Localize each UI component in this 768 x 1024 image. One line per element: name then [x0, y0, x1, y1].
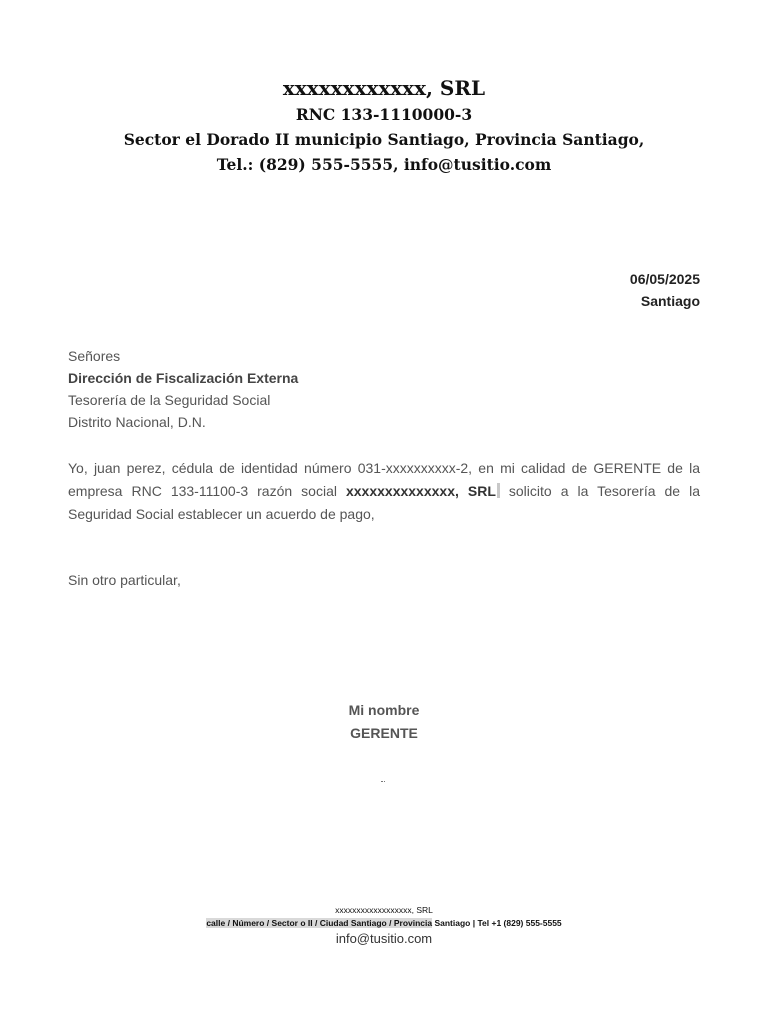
- letter-city: Santiago: [640, 293, 700, 309]
- footer-company: xxxxxxxxxxxxxxxxxx, SRL: [335, 905, 433, 915]
- recipient-salutation: Señores: [68, 348, 121, 364]
- footer-address-rest: Santiago | Tel +1 (829) 555-5555: [432, 918, 562, 928]
- body-text-part2: solicito a la Tesorería de la Seguridad Social establecer un acuerdo de pago,: [68, 483, 700, 522]
- date-block: [630, 268, 700, 312]
- letterhead: [0, 74, 768, 177]
- company-contact: Tel.: (829) 555-5555, info@tusitio.com: [216, 155, 552, 174]
- recipient-department: Tesorería de la Seguridad Social: [68, 392, 271, 408]
- recipient-block: [68, 345, 298, 433]
- signature-block: [0, 699, 768, 745]
- recipient-organization: Dirección de Fiscalización Externa: [68, 370, 299, 386]
- signature-mark: [381, 773, 385, 782]
- company-name: xxxxxxxxxxxx, SRL: [282, 76, 486, 100]
- letter-closing: Sin otro particular,: [68, 572, 181, 588]
- body-text-part1: Yo, juan perez, cédula de identidad número 031-xxxxxxxxxx-2, en mi calidad de GERENTE de la empresa RNC 133-11100-3 razón social: [68, 460, 700, 499]
- page-footer: [0, 904, 768, 948]
- signer-title: GERENTE: [350, 725, 418, 741]
- company-address: Sector el Dorado II municipio Santiago, Provincia Santiago,: [123, 130, 645, 149]
- recipient-location: Distrito Nacional, D.N.: [68, 414, 206, 430]
- signer-name: Mi nombre: [348, 702, 420, 718]
- letter-date: 06/05/2025: [629, 271, 700, 287]
- footer-address-highlight: calle / Número / Sector o II / Ciudad Santiago / Provincia: [206, 918, 433, 928]
- footer-email: info@tusitio.com: [335, 931, 433, 946]
- body-company-name: xxxxxxxxxxxxxx, SRL: [345, 483, 496, 499]
- letter-body: [68, 457, 700, 526]
- footer-address: [0, 916, 768, 930]
- company-rnc: RNC 133-1110000-3: [295, 105, 473, 124]
